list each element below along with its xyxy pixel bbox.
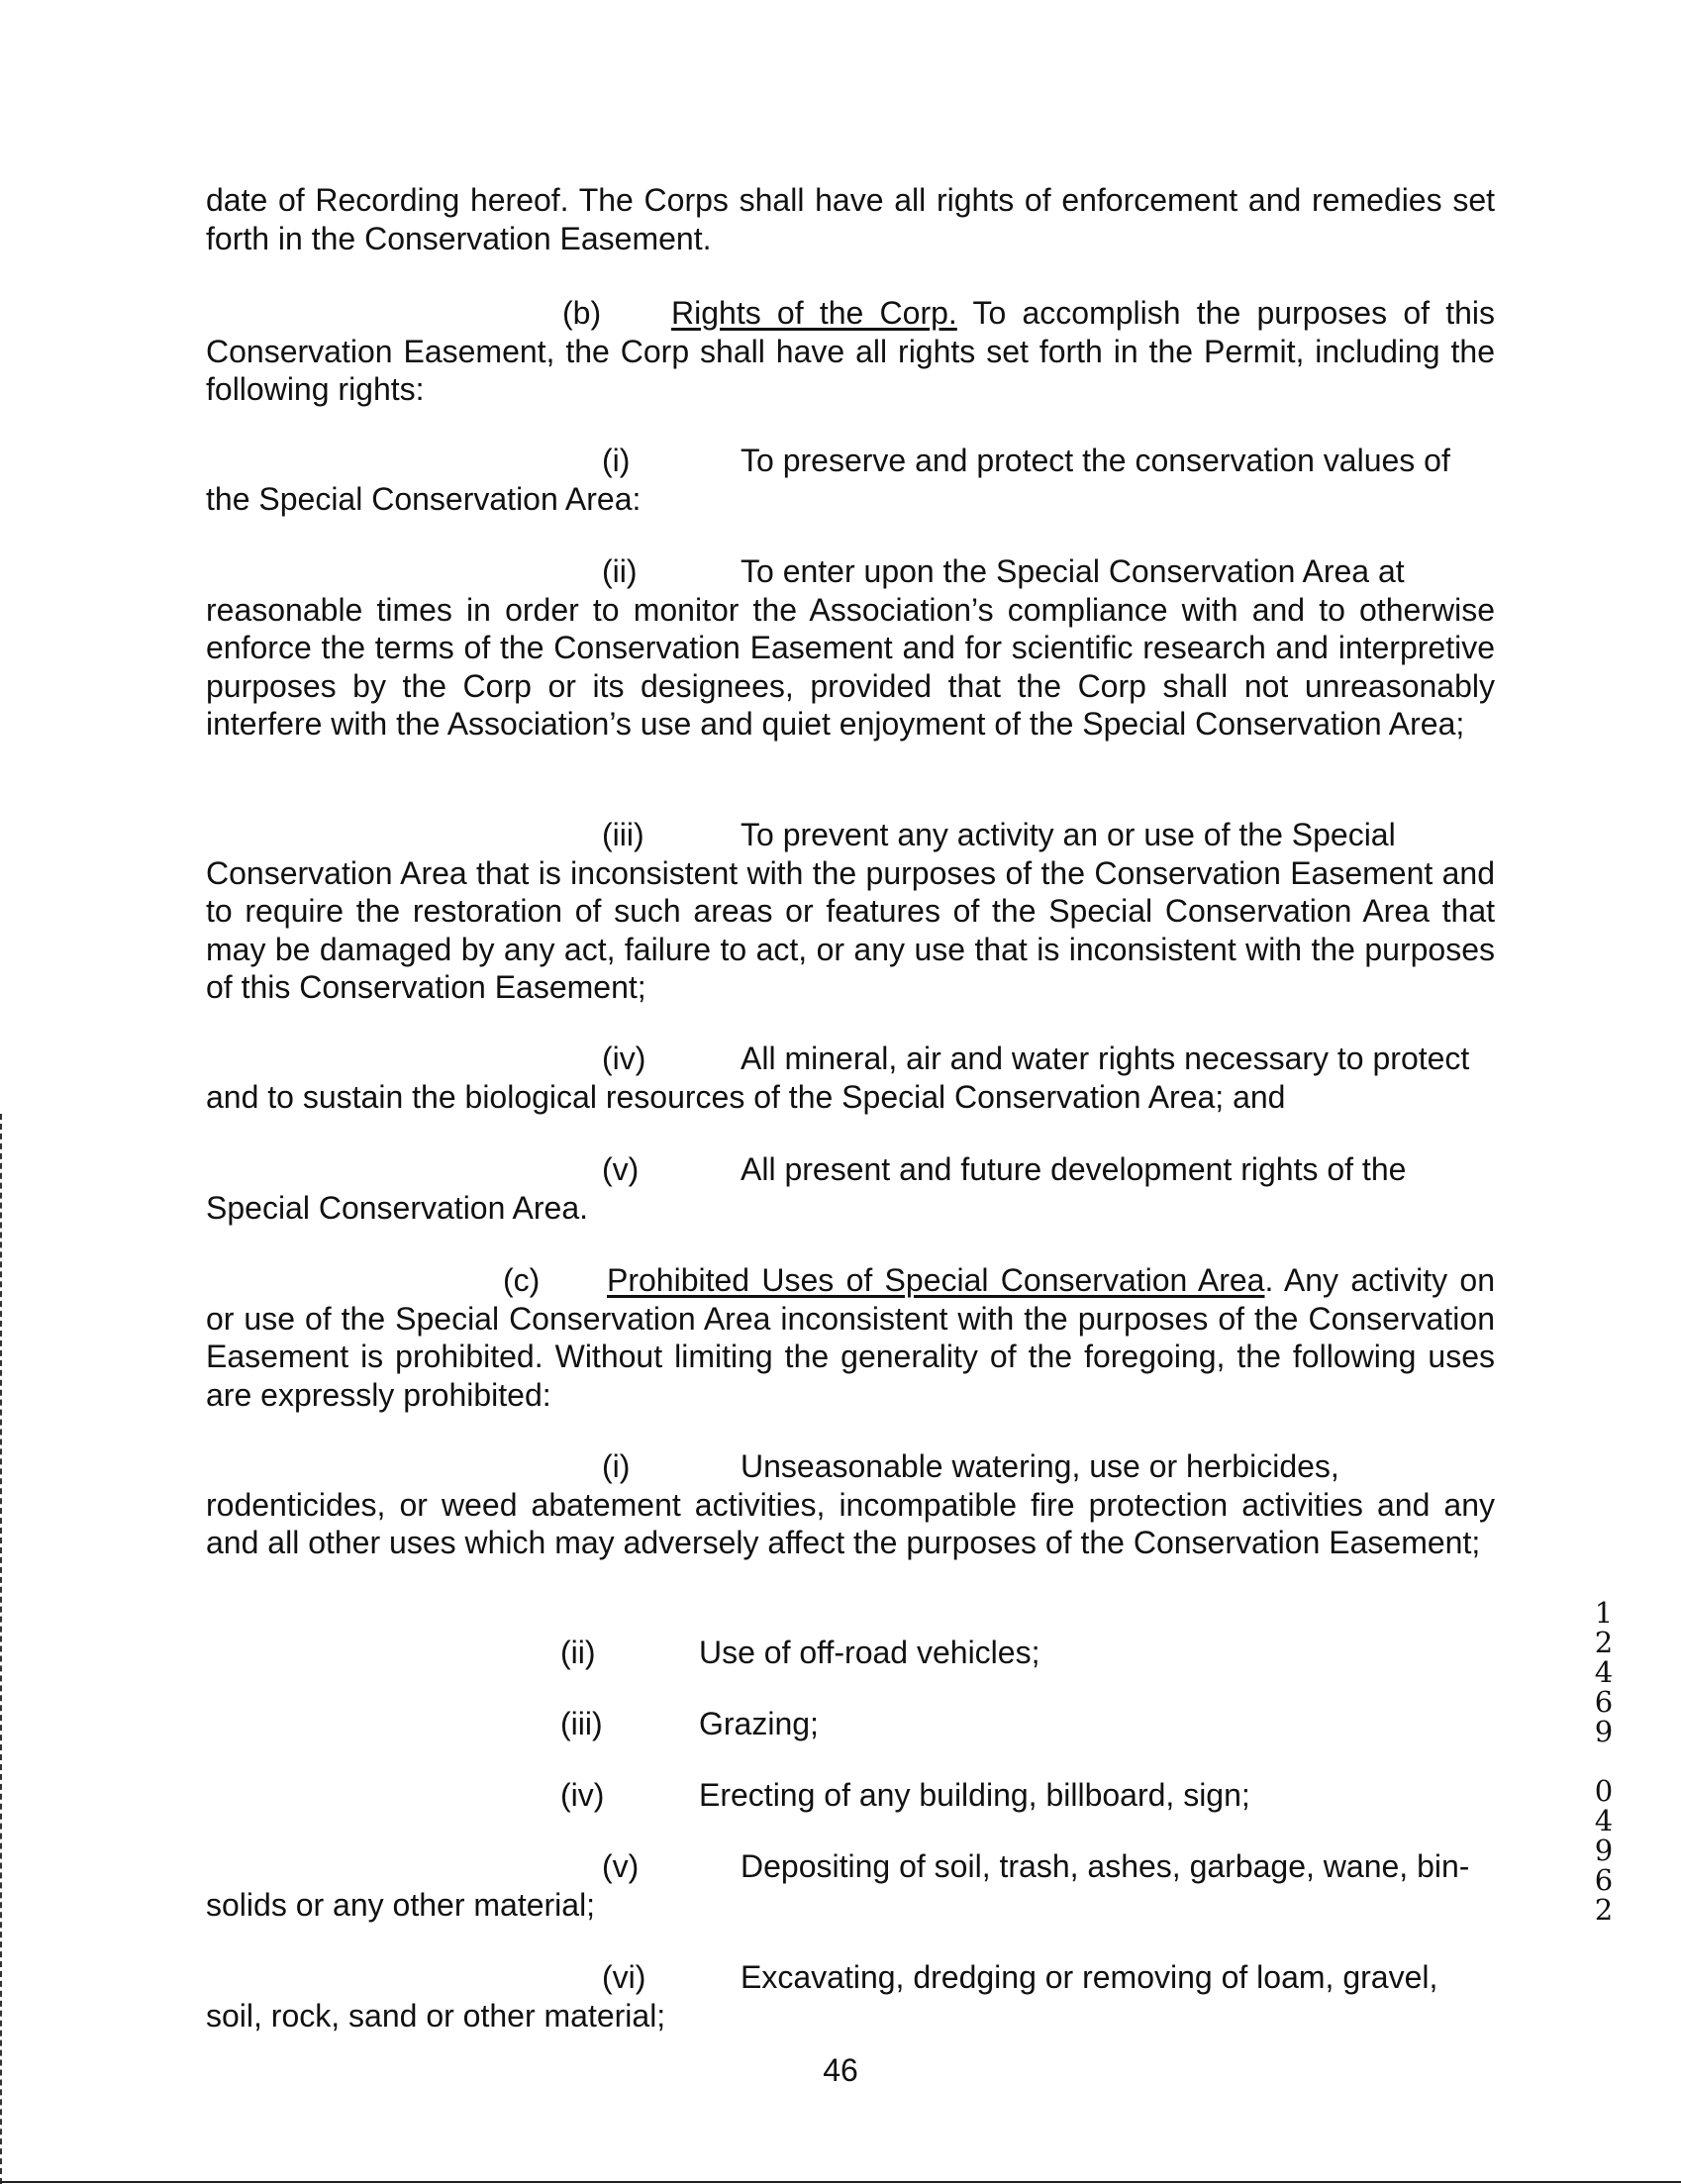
- section-c-text: . Any activity on or use of the Special Conservation Area inconsistent with the purposes of the Conservation Easement is prohibited. Without limiting the generality of the foregoing, the following uses are expressly prohibited:: [206, 1262, 1496, 1413]
- section-c-label: (c): [503, 1262, 541, 1298]
- item-number: (iv): [602, 1041, 646, 1076]
- item-lead: Depositing of soil, trash, ashes, garbage, wane, bin-: [741, 1848, 1470, 1884]
- section-b-item: [206, 1040, 1495, 1116]
- section-b-item: [206, 1150, 1495, 1227]
- item-rest: rodenticides, or weed abatement activities, incompatible fire protection activities and any and all other uses which may adversely affect the purposes of the Conservation Easement;: [206, 1486, 1495, 1560]
- item-rest: Special Conservation Area.: [206, 1189, 588, 1226]
- section-b-heading: Rights of the Corp.: [671, 295, 957, 331]
- page-number: 46: [823, 2052, 858, 2088]
- section-c-item: [206, 1958, 1495, 2035]
- item-number: (i): [602, 443, 631, 478]
- item-lead: Erecting of any building, billboard, sign;: [699, 1777, 1250, 1813]
- section-c-item: [560, 1776, 1250, 1815]
- item-rest: soil, rock, sand or other material;: [206, 1997, 666, 2034]
- item-number: (i): [602, 1448, 631, 1484]
- section-c-item: [560, 1705, 819, 1743]
- item-lead: All mineral, air and water rights necessary to protect: [741, 1041, 1470, 1076]
- section-b-paragraph: [206, 294, 1495, 409]
- item-rest: the Special Conservation Area:: [206, 480, 642, 517]
- item-lead: To enter upon the Special Conservation Area at: [741, 553, 1405, 589]
- item-lead: Grazing;: [699, 1706, 819, 1741]
- section-c-item: [206, 1447, 1495, 1562]
- item-number: (v): [602, 1151, 640, 1187]
- item-rest: solids or any other material;: [206, 1886, 596, 1923]
- section-c-item: [560, 1634, 1039, 1672]
- section-c-heading: Prohibited Uses of Special Conservation Area: [607, 1262, 1265, 1298]
- item-rest: reasonable times in order to monitor the Association’s compliance with and to otherwise enforce the terms of the Conservation Easement and for scientific research and interpretive purposes by the Corp or its designees, provided that the Corp shall not unreasonably interfere with the Association’s use and quiet enjoyment of the Special Conservation Area;: [206, 591, 1495, 742]
- section-b-text: To accomplish the purposes of this Conservation Easement, the Corp shall have all rights set forth in the Permit, including the following rights:: [206, 295, 1496, 407]
- item-number: (iv): [560, 1777, 605, 1813]
- continuation-paragraph: date of Recording hereof. The Corps shall have all rights of enforcement and remedies set forth in the Conservation Easement.: [206, 182, 1495, 256]
- item-lead: Excavating, dredging or removing of loam, gravel,: [741, 1959, 1438, 1995]
- item-lead: All present and future development rights of the: [741, 1151, 1407, 1187]
- scan-bottom-edge: [0, 2181, 1681, 2183]
- item-number: (vi): [602, 1959, 646, 1995]
- item-number: (ii): [602, 553, 638, 589]
- section-b-item: [206, 442, 1495, 518]
- item-number: (iii): [560, 1706, 603, 1741]
- item-rest: Conservation Area that is inconsistent with the purposes of the Conservation Easement and to require the restoration of such areas or features of the Special Conservation Area that may be damaged by any act, failure to act, or any use that is inconsistent with the purposes of this Conservation Easement;: [206, 854, 1495, 1005]
- item-number: (ii): [560, 1635, 596, 1670]
- item-rest: and to sustain the biological resources of the Special Conservation Area; and: [206, 1078, 1286, 1115]
- scan-edge-rule: [0, 1114, 2, 2184]
- section-c-item: [206, 1847, 1495, 1924]
- section-b-label: (b): [562, 295, 602, 331]
- item-lead: Use of off-road vehicles;: [699, 1635, 1040, 1670]
- item-lead: To prevent any activity an or use of the Special: [741, 817, 1396, 852]
- item-lead: To preserve and protect the conservation values of: [741, 443, 1450, 478]
- item-lead: Unseasonable watering, use or herbicides,: [741, 1448, 1339, 1484]
- recording-number-stamp: 12469 04962: [1587, 1596, 1621, 1923]
- section-c-paragraph: [206, 1261, 1495, 1414]
- item-number: (v): [602, 1848, 640, 1884]
- section-b-item: [206, 816, 1495, 1007]
- item-number: (iii): [602, 817, 644, 852]
- section-b-item: [206, 552, 1495, 744]
